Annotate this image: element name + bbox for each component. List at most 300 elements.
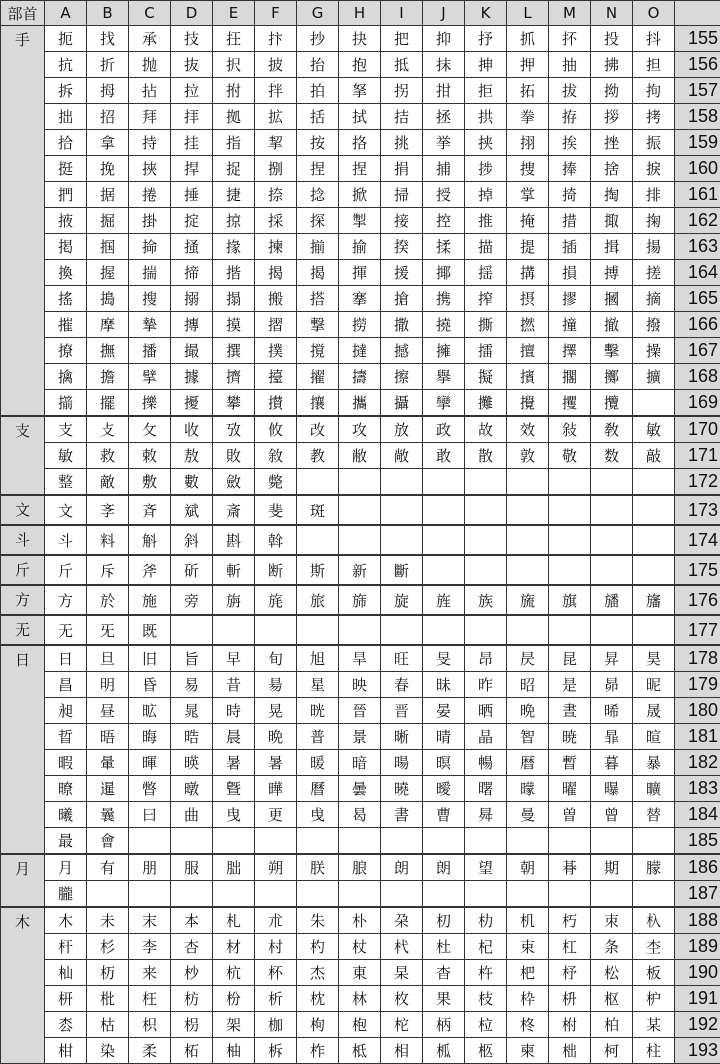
kanji-cell: 擔 <box>87 364 129 390</box>
kanji-cell: 挙 <box>423 130 465 156</box>
kanji-cell: 暹 <box>87 776 129 802</box>
kanji-cell: 抂 <box>213 26 255 52</box>
kanji-cell: 擇 <box>549 338 591 364</box>
kanji-cell: 朸 <box>465 907 507 934</box>
kanji-cell: 撞 <box>549 312 591 338</box>
kanji-cell: 抑 <box>423 26 465 52</box>
kanji-cell: 枝 <box>465 986 507 1012</box>
kanji-cell: 掲 <box>45 234 87 260</box>
kanji-cell: 收 <box>171 416 213 443</box>
kanji-cell: 捧 <box>549 156 591 182</box>
table-row <box>1 495 720 525</box>
kanji-cell: 晴 <box>423 724 465 750</box>
row-number: 186 <box>675 854 720 881</box>
kanji-cell <box>423 828 465 855</box>
kanji-cell: 拘 <box>633 78 675 104</box>
kanji-cell: 擠 <box>213 364 255 390</box>
kanji-cell: 昧 <box>423 672 465 698</box>
column-header: J <box>423 1 465 26</box>
table-row <box>1 78 720 104</box>
kanji-cell: 枠 <box>507 986 549 1012</box>
kanji-cell: 斎 <box>213 495 255 525</box>
kanji-cell: 撼 <box>381 338 423 364</box>
kanji-cell: 暢 <box>465 750 507 776</box>
kanji-cell <box>423 881 465 908</box>
kanji-cell: 敎 <box>591 416 633 443</box>
table-row <box>1 52 720 78</box>
kanji-cell <box>507 525 549 555</box>
kanji-cell: 昼 <box>87 698 129 724</box>
kanji-cell: 抃 <box>255 26 297 52</box>
kanji-cell: 有 <box>87 854 129 881</box>
kanji-cell: 旌 <box>423 585 465 615</box>
kanji-cell: 攅 <box>255 390 297 417</box>
kanji-cell: 攸 <box>255 416 297 443</box>
table-row <box>1 130 720 156</box>
kanji-cell: 招 <box>87 104 129 130</box>
kanji-cell: 拏 <box>339 78 381 104</box>
kanji-cell: 攴 <box>87 416 129 443</box>
kanji-cell <box>465 495 507 525</box>
kanji-cell: 曼 <box>507 802 549 828</box>
kanji-cell: 探 <box>297 208 339 234</box>
row-number: 182 <box>675 750 720 776</box>
kanji-cell: 断 <box>255 555 297 585</box>
kanji-cell: 李 <box>129 934 171 960</box>
kanji-cell <box>297 525 339 555</box>
kanji-cell: 朖 <box>339 854 381 881</box>
kanji-cell: 柱 <box>633 1038 675 1064</box>
kanji-cell: 攝 <box>381 390 423 417</box>
kanji-cell: 掌 <box>507 182 549 208</box>
kanji-cell: 朷 <box>423 907 465 934</box>
kanji-cell: 枩 <box>45 1012 87 1038</box>
row-number: 162 <box>675 208 720 234</box>
kanji-cell: 擂 <box>465 338 507 364</box>
kanji-cell: 晝 <box>549 698 591 724</box>
kanji-cell: 描 <box>465 234 507 260</box>
kanji-cell: 松 <box>591 960 633 986</box>
kanji-cell: 枇 <box>87 986 129 1012</box>
kanji-cell <box>255 828 297 855</box>
kanji-cell: 朕 <box>297 854 339 881</box>
kanji-cell <box>381 469 423 496</box>
kanji-cell: 敦 <box>507 443 549 469</box>
kanji-cell: 摸 <box>213 312 255 338</box>
kanji-cell: 朝 <box>507 854 549 881</box>
kanji-cell: 枡 <box>549 986 591 1012</box>
kanji-cell: 攵 <box>129 416 171 443</box>
kanji-cell <box>423 555 465 585</box>
kanji-cell: 抔 <box>549 26 591 52</box>
kanji-cell: 揚 <box>633 234 675 260</box>
kanji-cell: 拔 <box>549 78 591 104</box>
kanji-cell: 昌 <box>45 672 87 698</box>
kanji-cell: 晃 <box>255 698 297 724</box>
kanji-cell: 敬 <box>549 443 591 469</box>
kanji-cell: 拒 <box>465 78 507 104</box>
kanji-cell: 斧 <box>129 555 171 585</box>
kanji-cell: 東 <box>339 960 381 986</box>
kanji-cell: 替 <box>633 802 675 828</box>
kanji-cell: 柧 <box>423 1038 465 1064</box>
kanji-cell: 昆 <box>549 645 591 672</box>
kanji-cell: 旙 <box>591 585 633 615</box>
kanji-cell: 枅 <box>45 986 87 1012</box>
kanji-cell: 掵 <box>129 234 171 260</box>
radical-cell: 文 <box>1 495 45 525</box>
row-number: 187 <box>675 881 720 908</box>
kanji-cell <box>633 555 675 585</box>
kanji-cell: 昭 <box>507 672 549 698</box>
kanji-cell: 枸 <box>297 1012 339 1038</box>
kanji-cell: 敷 <box>129 469 171 496</box>
kanji-cell: 擺 <box>87 390 129 417</box>
kanji-cell: 杤 <box>87 960 129 986</box>
kanji-cell: 擘 <box>129 364 171 390</box>
kanji-cell: 擽 <box>129 390 171 417</box>
kanji-cell: 挧 <box>507 130 549 156</box>
kanji-cell: 揆 <box>381 234 423 260</box>
kanji-cell: 撰 <box>213 338 255 364</box>
kanji-cell: 智 <box>507 724 549 750</box>
kanji-cell: 抛 <box>129 52 171 78</box>
kanji-cell: 枯 <box>87 1012 129 1038</box>
kanji-cell: 拊 <box>213 78 255 104</box>
kanji-cell: 斑 <box>297 495 339 525</box>
table-row <box>1 312 720 338</box>
kanji-cell: 曲 <box>171 802 213 828</box>
kanji-cell: 會 <box>87 828 129 855</box>
kanji-cell: 昵 <box>633 672 675 698</box>
kanji-cell: 擴 <box>633 364 675 390</box>
kanji-cell: 斤 <box>45 555 87 585</box>
table-row <box>1 338 720 364</box>
kanji-cell <box>297 881 339 908</box>
table-row <box>1 881 720 908</box>
kanji-cell <box>213 615 255 645</box>
kanji-cell: 暉 <box>129 750 171 776</box>
kanji-cell: 机 <box>507 907 549 934</box>
kanji-cell: 朱 <box>297 907 339 934</box>
row-number: 188 <box>675 907 720 934</box>
kanji-cell: 映 <box>339 672 381 698</box>
kanji-cell: 杁 <box>633 907 675 934</box>
kanji-cell: 掠 <box>213 208 255 234</box>
row-number: 174 <box>675 525 720 555</box>
kanji-cell: 暈 <box>87 750 129 776</box>
kanji-cell: 枷 <box>255 1012 297 1038</box>
kanji-cell: 暼 <box>129 776 171 802</box>
kanji-cell: 捩 <box>633 156 675 182</box>
kanji-cell: 柔 <box>129 1038 171 1064</box>
kanji-cell: 昏 <box>129 672 171 698</box>
kanji-cell: 柩 <box>465 1038 507 1064</box>
kanji-cell: 服 <box>171 854 213 881</box>
kanji-cell: 朽 <box>549 907 591 934</box>
kanji-cell: 拷 <box>633 104 675 130</box>
kanji-cell: 披 <box>255 52 297 78</box>
kanji-cell: 昶 <box>45 698 87 724</box>
kanji-cell <box>549 615 591 645</box>
kanji-cell: 杠 <box>549 934 591 960</box>
kanji-cell: 曠 <box>633 776 675 802</box>
table-row <box>1 615 720 645</box>
table-row <box>1 156 720 182</box>
kanji-cell: 支 <box>45 416 87 443</box>
kanji-cell: 柘 <box>171 1038 213 1064</box>
kanji-cell: 指 <box>213 130 255 156</box>
kanji-cell: 易 <box>171 672 213 698</box>
kanji-cell: 摩 <box>87 312 129 338</box>
kanji-cell: 暄 <box>633 724 675 750</box>
kanji-cell <box>507 881 549 908</box>
kanji-cell: 杆 <box>45 934 87 960</box>
kanji-cell: 昿 <box>129 698 171 724</box>
kanji-cell: 新 <box>339 555 381 585</box>
kanji-cell: 晢 <box>45 724 87 750</box>
row-number: 183 <box>675 776 720 802</box>
kanji-cell: 暑 <box>255 750 297 776</box>
kanji-cell <box>423 469 465 496</box>
kanji-cell <box>213 881 255 908</box>
kanji-cell: 推 <box>465 208 507 234</box>
kanji-cell: 柑 <box>45 1038 87 1064</box>
kanji-cell: 曇 <box>339 776 381 802</box>
kanji-cell <box>87 881 129 908</box>
kanji-cell: 搆 <box>507 260 549 286</box>
row-number: 167 <box>675 338 720 364</box>
kanji-cell <box>297 828 339 855</box>
kanji-cell: 拜 <box>129 104 171 130</box>
kanji-cell <box>339 525 381 555</box>
kanji-cell: 昃 <box>507 645 549 672</box>
kanji-cell: 木 <box>45 907 87 934</box>
kanji-cell: 揭 <box>255 260 297 286</box>
kanji-cell: 捏 <box>297 156 339 182</box>
kanji-cell <box>255 615 297 645</box>
kanji-cell: 昊 <box>633 645 675 672</box>
kanji-cell: 攣 <box>423 390 465 417</box>
kanji-cell: 既 <box>129 615 171 645</box>
table-row <box>1 26 720 52</box>
kanji-cell: 最 <box>45 828 87 855</box>
kanji-cell: 晰 <box>381 724 423 750</box>
table-row <box>1 104 720 130</box>
kanji-cell: 択 <box>213 52 255 78</box>
kanji-cell: 掛 <box>129 208 171 234</box>
table-row <box>1 182 720 208</box>
kanji-cell: 担 <box>633 52 675 78</box>
kanji-cell: 曄 <box>255 776 297 802</box>
kanji-cell: 拐 <box>381 78 423 104</box>
kanji-cell: 效 <box>507 416 549 443</box>
kanji-cell: 杢 <box>633 934 675 960</box>
kanji-cell <box>171 615 213 645</box>
row-number: 155 <box>675 26 720 52</box>
column-header: G <box>297 1 339 26</box>
kanji-cell: 来 <box>129 960 171 986</box>
kanji-cell: 揩 <box>213 260 255 286</box>
kanji-cell: 曾 <box>591 802 633 828</box>
kanji-cell: 捕 <box>423 156 465 182</box>
kanji-cell: 敖 <box>171 443 213 469</box>
table-row <box>1 208 720 234</box>
row-number: 158 <box>675 104 720 130</box>
kanji-cell: 搜 <box>129 286 171 312</box>
kanji-cell: 斐 <box>255 495 297 525</box>
kanji-cell: 拶 <box>591 104 633 130</box>
kanji-cell: 授 <box>423 182 465 208</box>
kanji-cell: 杞 <box>465 934 507 960</box>
table-row <box>1 645 720 672</box>
kanji-cell: 攪 <box>507 390 549 417</box>
kanji-cell: 无 <box>45 615 87 645</box>
kanji-cell: 敗 <box>213 443 255 469</box>
kanji-cell: 捗 <box>465 156 507 182</box>
kanji-cell <box>633 828 675 855</box>
kanji-cell: 拭 <box>339 104 381 130</box>
kanji-cell: 柬 <box>507 1038 549 1064</box>
kanji-cell: 擾 <box>171 390 213 417</box>
row-number: 171 <box>675 443 720 469</box>
kanji-cell: 昨 <box>465 672 507 698</box>
kanji-cell: 柚 <box>213 1038 255 1064</box>
kanji-cell: 拱 <box>465 104 507 130</box>
kanji-cell: 柮 <box>549 1038 591 1064</box>
kanji-cell: 攬 <box>591 390 633 417</box>
kanji-cell: 朞 <box>549 854 591 881</box>
kanji-cell <box>633 881 675 908</box>
kanji-cell: 明 <box>87 672 129 698</box>
kanji-cell <box>339 495 381 525</box>
kanji-cell: 相 <box>381 1038 423 1064</box>
kanji-cell: 柁 <box>381 1012 423 1038</box>
kanji-cell: 拡 <box>255 104 297 130</box>
kanji-cell: 採 <box>255 208 297 234</box>
table-row <box>1 443 720 469</box>
kanji-cell: 拵 <box>549 104 591 130</box>
kanji-cell: 朋 <box>129 854 171 881</box>
kanji-cell: 期 <box>591 854 633 881</box>
kanji-cell <box>129 828 171 855</box>
kanji-cell: 搦 <box>171 286 213 312</box>
kanji-cell: 曜 <box>549 776 591 802</box>
kanji-cell: 挈 <box>255 130 297 156</box>
row-number: 163 <box>675 234 720 260</box>
kanji-cell: 暑 <box>213 750 255 776</box>
kanji-cell: 斬 <box>213 555 255 585</box>
kanji-cell <box>591 495 633 525</box>
kanji-cell: 擯 <box>507 364 549 390</box>
kanji-cell: 拿 <box>87 130 129 156</box>
kanji-cell: 掃 <box>381 182 423 208</box>
kanji-cell: 敘 <box>255 443 297 469</box>
kanji-cell: 杷 <box>507 960 549 986</box>
kanji-cell: 杭 <box>213 960 255 986</box>
column-header-row <box>1 1 720 26</box>
kanji-cell <box>591 525 633 555</box>
kanji-cell: 枳 <box>129 1012 171 1038</box>
kanji-cell: 擬 <box>465 364 507 390</box>
kanji-cell: 斫 <box>171 555 213 585</box>
kanji-cell <box>465 525 507 555</box>
kanji-cell: 揺 <box>465 260 507 286</box>
row-number: 172 <box>675 469 720 496</box>
kanji-cell <box>633 525 675 555</box>
row-number: 170 <box>675 416 720 443</box>
kanji-cell: 揮 <box>339 260 381 286</box>
kanji-cell: 斛 <box>129 525 171 555</box>
kanji-cell: 朗 <box>381 854 423 881</box>
kanji-cell: 柞 <box>297 1038 339 1064</box>
kanji-cell: 攘 <box>297 390 339 417</box>
kanji-cell: 曝 <box>591 776 633 802</box>
row-number: 180 <box>675 698 720 724</box>
kanji-cell: 柢 <box>339 1038 381 1064</box>
kanji-cell: 揃 <box>297 234 339 260</box>
table-row <box>1 585 720 615</box>
kanji-cell: 旛 <box>633 585 675 615</box>
kanji-cell <box>423 495 465 525</box>
kanji-cell: 暘 <box>381 750 423 776</box>
kanji-cell: 拗 <box>591 78 633 104</box>
kanji-cell: 晟 <box>633 698 675 724</box>
kanji-cell: 掟 <box>171 208 213 234</box>
kanji-cell: 攤 <box>465 390 507 417</box>
kanji-cell: 曖 <box>423 776 465 802</box>
kanji-cell: 教 <box>297 443 339 469</box>
kanji-cell: 據 <box>171 364 213 390</box>
kanji-cell <box>591 469 633 496</box>
kanji-cell: 抬 <box>297 52 339 78</box>
kanji-cell: 柆 <box>465 1012 507 1038</box>
kanji-cell: 換 <box>45 260 87 286</box>
kanji-cell: 昜 <box>255 672 297 698</box>
kanji-cell <box>381 525 423 555</box>
kanji-cell: 握 <box>87 260 129 286</box>
kanji-cell: 捐 <box>381 156 423 182</box>
kanji-cell <box>171 828 213 855</box>
kanji-cell: 林 <box>339 986 381 1012</box>
row-number: 157 <box>675 78 720 104</box>
kanji-cell: 拂 <box>591 52 633 78</box>
column-header: I <box>381 1 423 26</box>
kanji-cell <box>549 495 591 525</box>
kanji-cell: 枌 <box>213 986 255 1012</box>
kanji-cell: 揖 <box>591 234 633 260</box>
kanji-cell: 晋 <box>381 698 423 724</box>
kanji-cell: 柝 <box>255 1038 297 1064</box>
kanji-cell: 晒 <box>465 698 507 724</box>
kanji-cell: 拳 <box>507 104 549 130</box>
kanji-cell: 曷 <box>339 802 381 828</box>
kanji-cell <box>255 881 297 908</box>
kanji-cell: 撚 <box>507 312 549 338</box>
kanji-cell: 旁 <box>171 585 213 615</box>
column-header: H <box>339 1 381 26</box>
kanji-cell: 摯 <box>129 312 171 338</box>
kanji-cell <box>129 881 171 908</box>
kanji-cell: 杼 <box>549 960 591 986</box>
kanji-cell: 捉 <box>213 156 255 182</box>
kanji-cell: 析 <box>255 986 297 1012</box>
column-header: M <box>549 1 591 26</box>
kanji-cell <box>465 881 507 908</box>
kanji-cell: 施 <box>129 585 171 615</box>
kanji-cell: 月 <box>45 854 87 881</box>
kanji-cell: 抒 <box>465 26 507 52</box>
